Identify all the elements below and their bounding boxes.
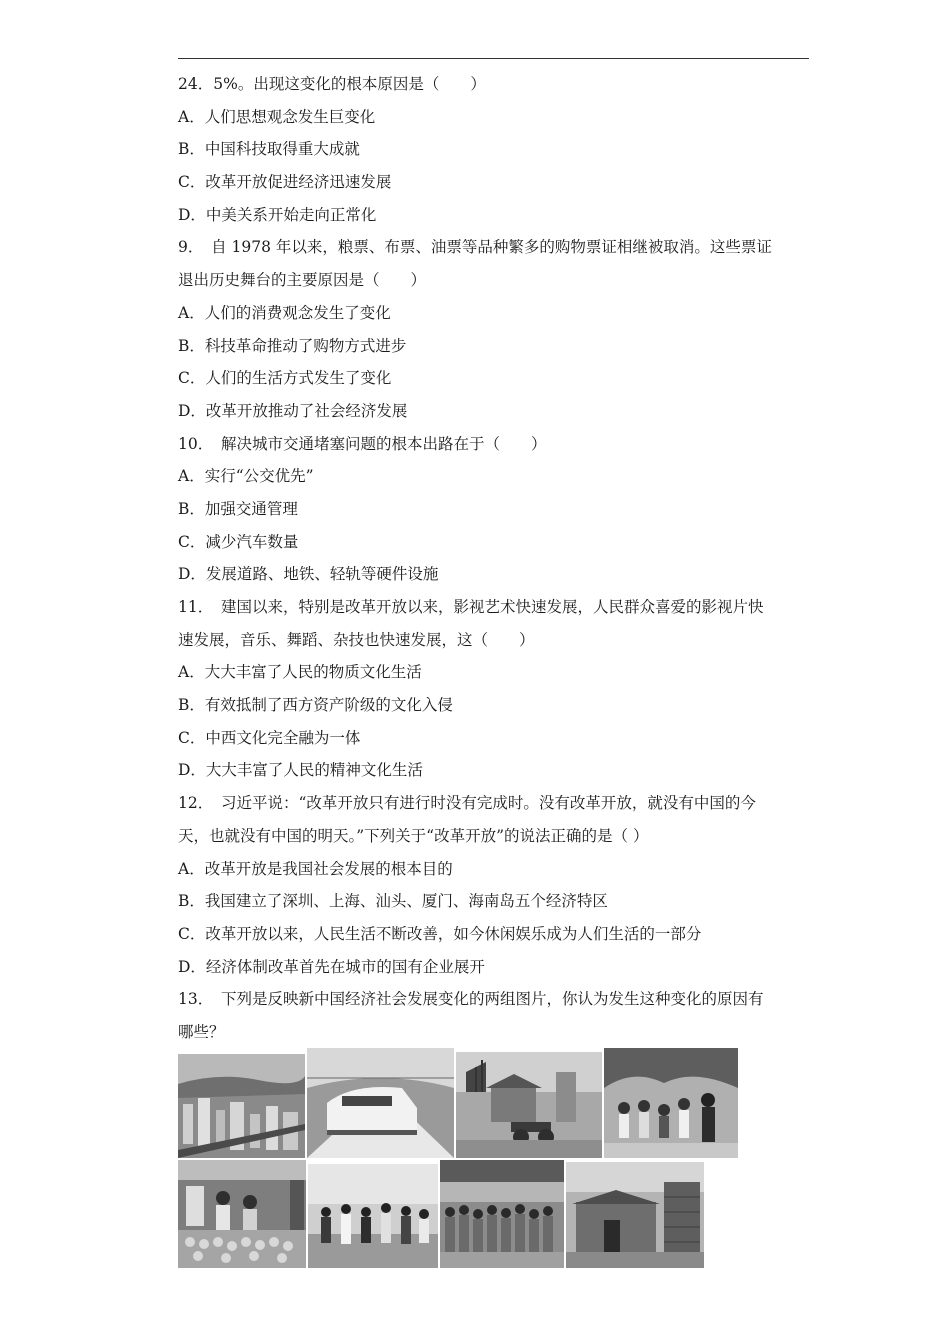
option-b: B．中国科技取得重大成就 (178, 140, 360, 159)
option-b: B．科技革命推动了购物方式进步 (178, 336, 407, 355)
option-c: C．改革开放以来，人民生活不断改善，如今休闲娱乐成为人们生活的一部分 (178, 924, 702, 943)
question-12-stem: 12． 习近平说：“改革开放只有进行时没有完成时。没有改革开放，就没有中国的今 (178, 794, 756, 813)
option-c: C．中西文化完全融为一体 (178, 728, 361, 747)
old-mud-house-photo (566, 1162, 704, 1268)
question-9-stem-cont: 退出历史舞台的主要原因是（ ） (178, 271, 427, 290)
header-rule (178, 58, 809, 59)
rural-cart-photo (456, 1052, 602, 1158)
option-a: A．人们的消费观念发生了变化 (178, 303, 391, 322)
text-line: 24．5%。出现这变化的根本原因是（ ） (178, 75, 486, 93)
option-a: A．人们思想观念发生巨变化 (178, 107, 376, 126)
question-10-stem: 10． 解决城市交通堵塞问题的根本出路在于（ ） (178, 434, 547, 453)
tourists-group-photo (308, 1164, 438, 1268)
question-11-stem: 11． 建国以来，特别是改革开放以来，影视艺术快速发展，人民群众喜爱的影视片快 (178, 598, 764, 616)
question-12-stem-cont: 天，也就没有中国的明天。”下列关于“改革开放”的说法正确的是（ ） (178, 826, 649, 845)
option-a: A．改革开放是我国社会发展的根本目的 (178, 859, 453, 878)
city-skyline-photo (178, 1054, 305, 1158)
option-d: D．改革开放推动了社会经济发展 (178, 401, 408, 420)
option-a: A．大大丰富了人民的物质文化生活 (178, 663, 422, 682)
option-b: B．加强交通管理 (178, 499, 298, 518)
question-13-stem: 13． 下列是反映新中国经济社会发展变化的两组图片，你认为发生这种变化的原因有 (178, 990, 764, 1009)
option-b: B．我国建立了深圳、上海、汕头、厦门、海南岛五个经济特区 (178, 892, 608, 911)
dancing-crowd-photo (604, 1048, 738, 1158)
photo-collage (178, 1048, 738, 1270)
question-text (178, 68, 809, 1049)
option-c: C．减少汽车数量 (178, 532, 299, 551)
subway-train-photo (307, 1048, 454, 1158)
question-13-stem-cont: 哪些？ (178, 1022, 225, 1041)
question-9-stem: 9． 自 1978 年以来，粮票、布票、油票等品种繁多的购物票证相继被取消。这些票证 (178, 238, 772, 257)
option-d: D．发展道路、地铁、轻轨等硬件设施 (178, 565, 439, 584)
option-d: D．中美关系开始走向正常化 (178, 205, 377, 224)
option-b: B．有效抵制了西方资产阶级的文化入侵 (178, 696, 453, 715)
option-c: C．改革开放促进经济迅速发展 (178, 173, 392, 192)
option-a: A．实行“公交优先” (178, 467, 314, 486)
question-11-stem-cont: 速发展，音乐、舞蹈、杂技也快速发展，这（ ） (178, 630, 535, 649)
option-d: D．大大丰富了人民的精神文化生活 (178, 761, 423, 780)
option-c: C．人们的生活方式发生了变化 (178, 369, 392, 388)
food-market-photo (178, 1160, 306, 1268)
crowd-gathering-photo (440, 1160, 564, 1268)
option-d: D．经济体制改革首先在城市的国有企业展开 (178, 957, 485, 976)
